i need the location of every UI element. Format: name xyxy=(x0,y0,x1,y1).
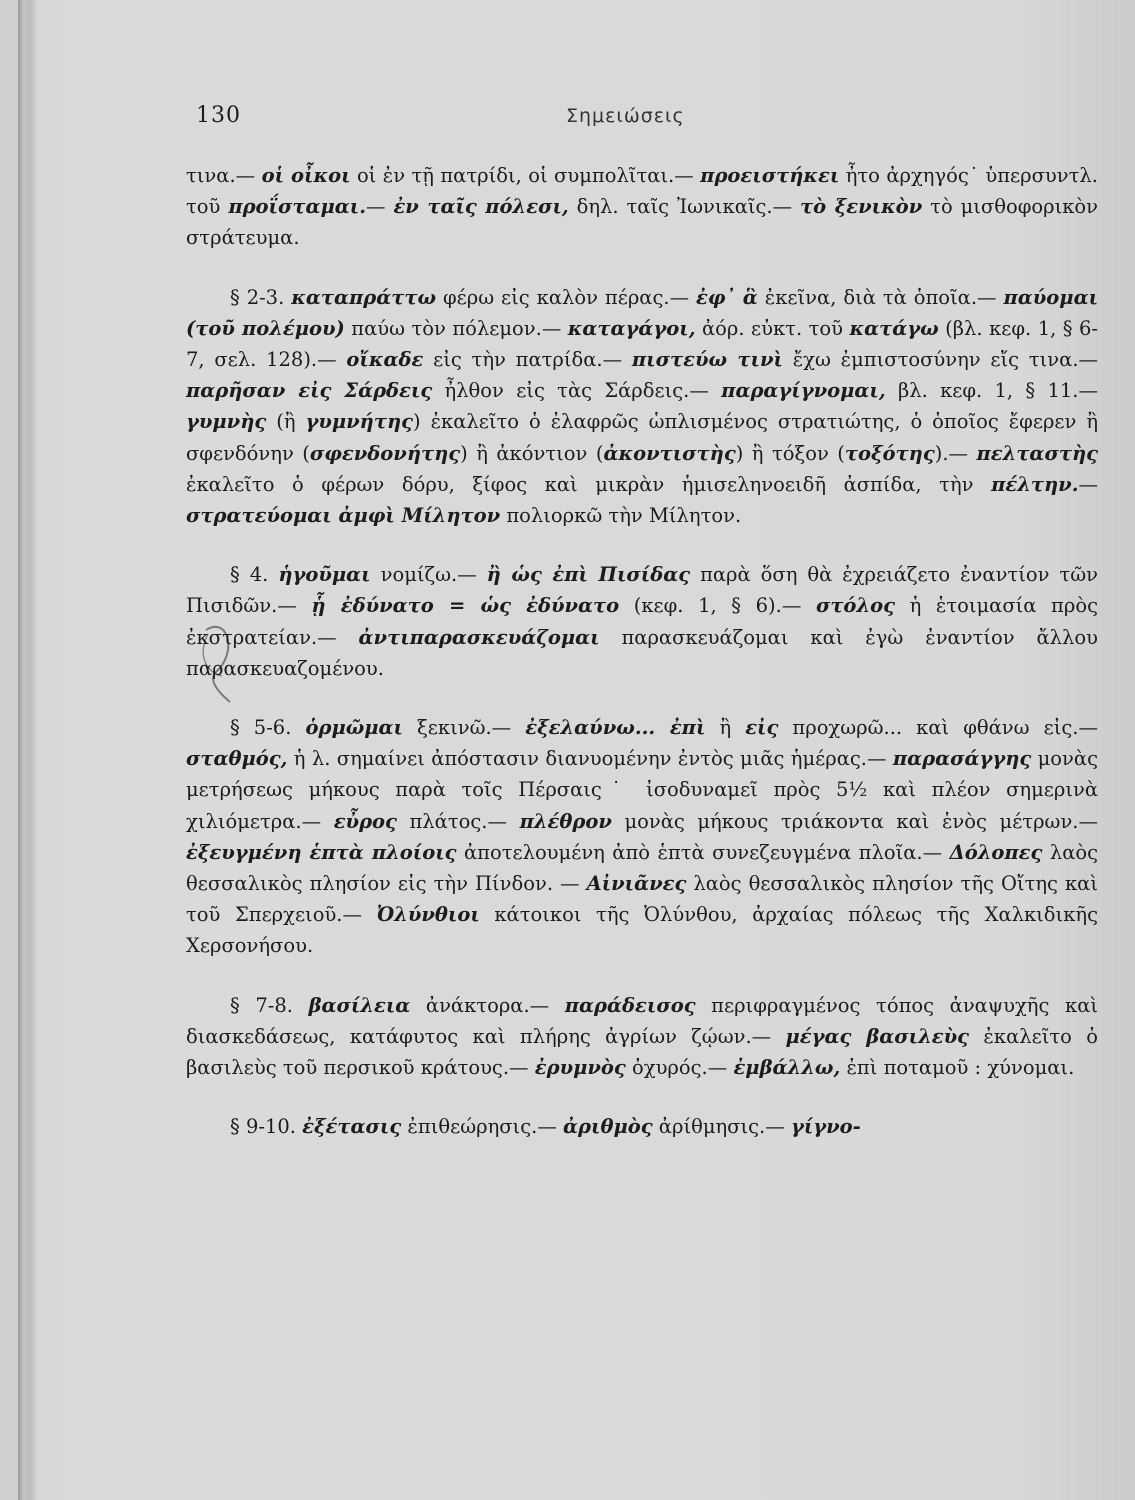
paragraph xyxy=(186,282,1098,532)
gloss-text: περιφραγμένος τόπος ἀναψυχῆς καὶ διασκεδάσεως, κατάφυτος καὶ πλήρης ἀγρίων ζῴων.— xyxy=(186,993,1099,1048)
glossary-term: καταγάγοι, xyxy=(567,316,696,340)
paragraph xyxy=(186,559,1098,684)
glossary-term: ἐν ταῖς πόλεσι, xyxy=(393,195,569,219)
gloss-text: προχωρῶ... καὶ φθάνω εἰς.— xyxy=(778,716,1098,740)
gloss-text: — xyxy=(1078,472,1098,496)
glossary-term: οἱ οἶκοι xyxy=(261,164,351,187)
glossary-term: σφενδονήτης xyxy=(309,441,461,465)
page-header xyxy=(196,103,1116,143)
glossary-term: πλέθρον xyxy=(519,809,612,833)
paragraph xyxy=(186,1111,1098,1142)
gloss-text: ἀόρ. εὐκτ. τοῦ xyxy=(695,316,850,340)
glossary-term: στρατεύομαι ἀμφὶ Μίλητον xyxy=(186,504,501,528)
gloss-text: μονὰς μήκους τριάκοντα καὶ ἑνὸς μέτρων.— xyxy=(611,809,1098,833)
glossary-term: ἢ ὡς ἐπὶ Πισίδας xyxy=(486,563,691,587)
glossary-term: Ὀλύνθιοι xyxy=(376,903,480,927)
paragraph xyxy=(186,160,1098,254)
glossary-term: βασίλεια xyxy=(308,993,411,1017)
gloss-text: πλάτος.— xyxy=(396,809,520,833)
gloss-text: τινα.— xyxy=(186,164,262,187)
glossary-term: πέλτην. xyxy=(991,472,1079,496)
gloss-text: § 5-6. xyxy=(230,716,306,740)
page-number: 130 xyxy=(196,103,241,128)
paragraph xyxy=(186,712,1098,962)
glossary-term: γυμνὴς xyxy=(186,410,267,434)
gloss-text: ὀχυρός.— xyxy=(625,1056,734,1080)
gloss-text: ἐκαλεῖτο ὁ βασιλεὺς τοῦ περσικοῦ κράτους.— xyxy=(186,1024,1098,1080)
glossary-term: κατάγω xyxy=(849,316,939,340)
gloss-text: (κεφ. 1, § 6).— xyxy=(619,594,816,618)
gloss-text: εἰς τὴν πατρίδα.— xyxy=(423,348,632,372)
glossary-term: προειστήκει xyxy=(700,164,840,187)
glossary-term: ὁρμῶμαι xyxy=(305,716,403,740)
glossary-term: ἀριθμὸς xyxy=(563,1115,653,1139)
gloss-text: ἡ λ. σημαίνει ἀπόστασιν διανυομένην ἐντὸς μιᾶς ἡμέρας.— xyxy=(287,747,893,771)
gloss-text: ἀποτελουμένη ἀπὸ ἑπτὰ συνεζευγμένα πλοῖα.— xyxy=(456,840,950,864)
gloss-text: φέρω εἰς καλὸν πέρας.— xyxy=(436,285,697,309)
glossary-term: γυμνήτης xyxy=(305,410,414,434)
gloss-text: λαὸς θεσσαλικὸς πλησίον εἰς τὴν Πίνδον. — xyxy=(186,840,1099,896)
glossary-term: παρῆσαν εἰς Σάρδεις xyxy=(186,379,433,403)
glossary-term: ᾗ ἐδύνατο = ὡς ἐδύνατο xyxy=(311,594,620,618)
glossary-term: παρασάγγης xyxy=(892,747,1032,771)
glossary-term: καταπράττω xyxy=(291,285,437,309)
glossary-term: εἰς xyxy=(745,716,779,740)
gloss-text: οἱ ἐν τῇ πατρίδι, οἱ συμπολῖται.— xyxy=(350,164,701,187)
gloss-text: τὸ μισθοφορικὸν στράτευμα. xyxy=(186,195,1098,250)
glossary-term: ἐξευγμένη ἑπτὰ πλοίοις xyxy=(186,840,457,864)
gloss-text: κάτοικοι τῆς Ὀλύνθου, ἀρχαίας πόλεως τῆς Χαλκιδικῆς Χερσονήσου. xyxy=(186,903,1098,958)
glossary-term: πελταστὴς xyxy=(976,441,1098,465)
gloss-text: (ἢ xyxy=(266,410,306,434)
gloss-text: ἀρίθμησις.— xyxy=(652,1115,791,1139)
glossary-term: ἐρυμνὸς xyxy=(534,1056,626,1080)
glossary-term: Δόλοπες xyxy=(949,840,1043,864)
gloss-text: ) ἐκαλεῖτο ὁ ἐλαφρῶς ὡπλισμένος στρατιώτης, ὁ ὁποῖος ἔφερεν ἢ σφενδόνην ( xyxy=(186,410,1098,465)
gloss-text: § 9-10. xyxy=(230,1115,303,1139)
gloss-text: ἦτο ἀρχηγός˙ ὑπερσυντλ. τοῦ xyxy=(186,164,1098,219)
glossary-term: παραγίγνομαι, xyxy=(721,379,886,403)
gloss-text: ἐπιθεώρησις.— xyxy=(401,1115,564,1139)
gloss-text: ἢ xyxy=(705,716,746,740)
glossary-term: ἐξελαύνω... ἐπὶ xyxy=(525,716,706,740)
gloss-text: ἦλθον εἰς τὰς Σάρδεις.— xyxy=(432,379,722,403)
glossary-term: προΐσταμαι. xyxy=(228,195,367,219)
glossary-term: ἡγοῦμαι xyxy=(278,563,371,587)
page-binding-edge xyxy=(18,0,36,1500)
glossary-term: ἐξέτασις xyxy=(302,1115,402,1139)
glossary-term: Αἰνιᾶνες xyxy=(586,872,687,896)
gloss-text: ξεκινῶ.— xyxy=(403,716,526,740)
gloss-text: παρασκευάζομαι καὶ ἐγὼ ἐναντίον ἄλλου παρασκευαζομένου. xyxy=(186,625,1098,680)
gloss-text: νομίζω.— xyxy=(370,563,487,587)
gloss-text: ) ἢ ἀκόντιον ( xyxy=(460,441,604,465)
gloss-text: § 4. xyxy=(230,563,279,587)
gloss-text: βλ. κεφ. 1, § 11.— xyxy=(885,379,1098,403)
glossary-term: μέγας βασιλεὺς xyxy=(785,1024,970,1048)
gloss-text: — xyxy=(366,195,394,219)
gloss-text: ἀνάκτορα.— xyxy=(410,993,565,1017)
glossary-term: γίγνο- xyxy=(790,1115,861,1139)
gloss-text: παρὰ ὅση θὰ ἐχρειάζετο ἐναντίον τῶν Πισιδῶν.— xyxy=(186,563,1098,618)
gloss-text: δηλ. ταῖς Ἰωνικαῖς.— xyxy=(568,195,801,219)
gloss-text: παύω τὸν πόλεμον.— xyxy=(344,316,568,340)
glossary-term: παύομαι (τοῦ πολέμου) xyxy=(186,285,1099,340)
running-head: Σημειώσεις xyxy=(566,105,685,127)
glossary-term: ἐφ᾽ ἃ xyxy=(696,285,758,309)
gloss-text: ἐπὶ ποταμοῦ : χύνομαι. xyxy=(840,1056,1075,1080)
gloss-text: μονὰς μετρήσεως μήκους παρὰ τοῖς Πέρσαις˙ ἰσοδυναμεῖ πρὸς 5½ καὶ πλέον σημερινὰ χιλιόμετρα.— xyxy=(186,747,1098,833)
gloss-text: λαὸς θεσσαλικὸς πλησίον τῆς Οἴτης καὶ τοῦ Σπερχειοῦ.— xyxy=(186,872,1098,927)
glossary-term: οἴκαδε xyxy=(346,348,424,372)
gloss-text: ἡ ἑτοιμασία πρὸς ἐκστρατείαν.— xyxy=(186,594,1098,649)
gloss-text: ἐκαλεῖτο ὁ φέρων δόρυ, ξίφος καὶ μικρὰν ἡμισεληνοειδῆ ἀσπίδα, τὴν xyxy=(186,472,992,496)
glossary-term: τοξότης xyxy=(844,441,935,465)
glossary-term: παράδεισος xyxy=(564,993,696,1017)
paragraph xyxy=(186,990,1098,1084)
glossary-term: στόλος xyxy=(815,594,895,618)
gloss-text: (βλ. κεφ. 1, § 6-7, σελ. 128).— xyxy=(186,316,1098,372)
glossary-term: εὖρος xyxy=(333,809,397,833)
gloss-text: ).— xyxy=(934,441,977,465)
glossary-term: τὸ ξενικὸν xyxy=(800,195,923,219)
glossary-term: πιστεύω τινὶ xyxy=(631,348,783,372)
gloss-text: ) ἢ τόξον ( xyxy=(735,441,845,465)
page-body xyxy=(186,160,1098,1142)
gloss-text: § 7-8. xyxy=(230,993,309,1017)
glossary-term: σταθμός, xyxy=(186,747,288,771)
glossary-term: ἐμβάλλω, xyxy=(733,1056,841,1080)
gloss-text: § 2-3. xyxy=(230,285,292,309)
glossary-term: ἀκοντιστὴς xyxy=(603,441,736,465)
gloss-text: ἐκεῖνα, διὰ τὰ ὁποῖα.— xyxy=(757,285,1004,309)
gloss-text: πολιορκῶ τὴν Μίλητον. xyxy=(500,504,742,528)
glossary-term: ἀντιπαρασκευάζομαι xyxy=(358,625,600,649)
gloss-text: ἔχω ἐμπιστοσύνην εἴς τινα.— xyxy=(782,348,1099,372)
